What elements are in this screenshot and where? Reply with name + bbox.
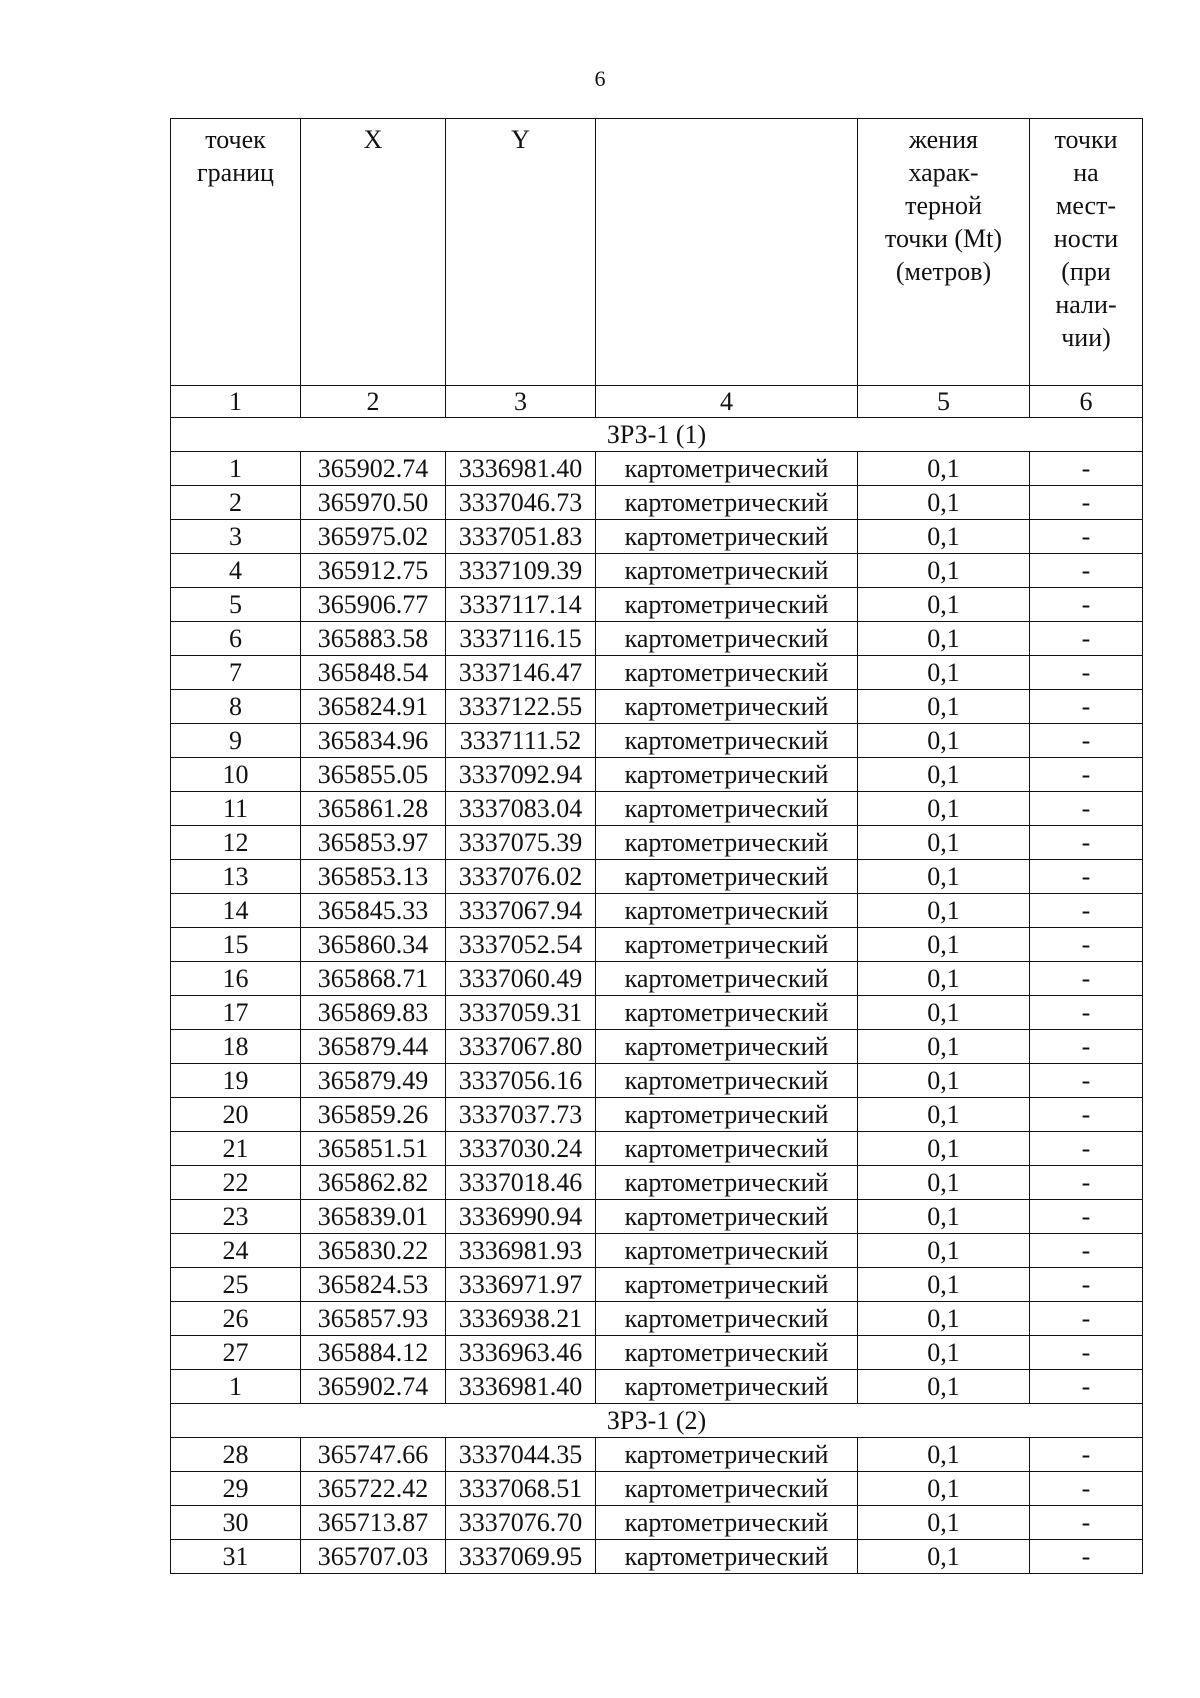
y-cell: 3336963.46 [446, 1336, 596, 1370]
method-cell: картометрический [596, 1132, 858, 1166]
column-number: 5 [858, 386, 1030, 418]
marking-cell: - [1030, 826, 1143, 860]
x-cell: 365707.03 [301, 1540, 446, 1574]
marking-cell: - [1030, 622, 1143, 656]
accuracy-cell: 0,1 [858, 1098, 1030, 1132]
point-number-cell: 13 [171, 860, 301, 894]
y-cell: 3336981.40 [446, 1370, 596, 1404]
marking-cell: - [1030, 452, 1143, 486]
method-cell: картометрический [596, 1200, 858, 1234]
x-cell: 365906.77 [301, 588, 446, 622]
point-number-cell: 1 [171, 1370, 301, 1404]
header-line: Y [511, 125, 530, 154]
header-line: точки (Mt) [884, 224, 1003, 253]
point-number-cell: 15 [171, 928, 301, 962]
accuracy-cell: 0,1 [858, 894, 1030, 928]
accuracy-cell: 0,1 [858, 758, 1030, 792]
y-cell: 3336971.97 [446, 1268, 596, 1302]
method-cell: картометрический [596, 1234, 858, 1268]
header-cell-y [446, 119, 596, 386]
header-line: (при [1061, 257, 1111, 286]
table-row [171, 1302, 1143, 1336]
method-cell: картометрический [596, 452, 858, 486]
method-cell: картометрический [596, 792, 858, 826]
accuracy-cell: 0,1 [858, 1234, 1030, 1268]
x-cell: 365884.12 [301, 1336, 446, 1370]
method-cell: картометрический [596, 1370, 858, 1404]
point-number-cell: 21 [171, 1132, 301, 1166]
point-number-cell: 14 [171, 894, 301, 928]
point-number-cell: 18 [171, 1030, 301, 1064]
marking-cell: - [1030, 860, 1143, 894]
header-cell-method [596, 119, 858, 386]
x-cell: 365855.05 [301, 758, 446, 792]
marking-cell: - [1030, 1234, 1143, 1268]
header-cell-x [301, 119, 446, 386]
x-cell: 365747.66 [301, 1438, 446, 1472]
accuracy-cell: 0,1 [858, 1438, 1030, 1472]
table-row [171, 826, 1143, 860]
method-cell: картометрический [596, 962, 858, 996]
y-cell: 3337018.46 [446, 1166, 596, 1200]
y-cell: 3337059.31 [446, 996, 596, 1030]
accuracy-cell: 0,1 [858, 520, 1030, 554]
marking-cell: - [1030, 928, 1143, 962]
marking-cell: - [1030, 588, 1143, 622]
method-cell: картометрический [596, 1506, 858, 1540]
x-cell: 365713.87 [301, 1506, 446, 1540]
x-cell: 365851.51 [301, 1132, 446, 1166]
y-cell: 3337044.35 [446, 1438, 596, 1472]
table-row [171, 996, 1143, 1030]
marking-cell: - [1030, 1030, 1143, 1064]
x-cell: 365902.74 [301, 452, 446, 486]
accuracy-cell: 0,1 [858, 588, 1030, 622]
x-cell: 365902.74 [301, 1370, 446, 1404]
point-number-cell: 4 [171, 554, 301, 588]
method-cell: картометрический [596, 1336, 858, 1370]
section-title: ЗРЗ-1 (2) [171, 1404, 1143, 1438]
y-cell: 3337052.54 [446, 928, 596, 962]
coordinates-table [170, 118, 1143, 1574]
x-cell: 365859.26 [301, 1098, 446, 1132]
point-number-cell: 31 [171, 1540, 301, 1574]
method-cell: картометрический [596, 690, 858, 724]
header-line: нали- [1055, 290, 1117, 319]
x-cell: 365869.83 [301, 996, 446, 1030]
y-cell: 3336981.40 [446, 452, 596, 486]
header-cell-point-number [171, 119, 301, 386]
table-row [171, 1370, 1143, 1404]
column-number: 1 [171, 386, 301, 418]
y-cell: 3337046.73 [446, 486, 596, 520]
header-line: чии) [1061, 323, 1111, 352]
point-number-cell: 29 [171, 1472, 301, 1506]
y-cell: 3337067.80 [446, 1030, 596, 1064]
table-row [171, 486, 1143, 520]
method-cell: картометрический [596, 486, 858, 520]
x-cell: 365722.42 [301, 1472, 446, 1506]
method-cell: картометрический [596, 996, 858, 1030]
table-row [171, 1336, 1143, 1370]
table-row [171, 1438, 1143, 1472]
accuracy-cell: 0,1 [858, 1064, 1030, 1098]
accuracy-cell: 0,1 [858, 1268, 1030, 1302]
y-cell: 3336938.21 [446, 1302, 596, 1336]
column-number: 4 [596, 386, 858, 418]
header-line: X [363, 125, 383, 154]
header-line: жения [909, 125, 978, 154]
accuracy-cell: 0,1 [858, 622, 1030, 656]
header-line: ности [1053, 224, 1119, 253]
table-row [171, 554, 1143, 588]
accuracy-cell: 0,1 [858, 656, 1030, 690]
marking-cell: - [1030, 792, 1143, 826]
accuracy-cell: 0,1 [858, 1472, 1030, 1506]
table-row [171, 1268, 1143, 1302]
column-number-row [171, 386, 1143, 418]
table-row [171, 1540, 1143, 1574]
point-number-cell: 5 [171, 588, 301, 622]
marking-cell: - [1030, 1166, 1143, 1200]
method-cell: картометрический [596, 1030, 858, 1064]
accuracy-cell: 0,1 [858, 486, 1030, 520]
accuracy-cell: 0,1 [858, 996, 1030, 1030]
table-row [171, 894, 1143, 928]
header-line: мест- [1055, 191, 1117, 220]
y-cell: 3337075.39 [446, 826, 596, 860]
x-cell: 365845.33 [301, 894, 446, 928]
accuracy-cell: 0,1 [858, 792, 1030, 826]
point-number-cell: 16 [171, 962, 301, 996]
marking-cell: - [1030, 520, 1143, 554]
table-row [171, 1064, 1143, 1098]
marking-cell: - [1030, 1438, 1143, 1472]
marking-cell: - [1030, 1098, 1143, 1132]
header-cell-accuracy [858, 119, 1030, 386]
point-number-cell: 1 [171, 452, 301, 486]
marking-cell: - [1030, 1540, 1143, 1574]
x-cell: 365970.50 [301, 486, 446, 520]
marking-cell: - [1030, 1370, 1143, 1404]
accuracy-cell: 0,1 [858, 452, 1030, 486]
header-line: терной [905, 191, 982, 220]
header-row [171, 119, 1143, 386]
marking-cell: - [1030, 724, 1143, 758]
method-cell: картометрический [596, 1472, 858, 1506]
x-cell: 365912.75 [301, 554, 446, 588]
table-row [171, 724, 1143, 758]
table-row [171, 1030, 1143, 1064]
header-cell-marking [1030, 119, 1143, 386]
y-cell: 3337122.55 [446, 690, 596, 724]
y-cell: 3337037.73 [446, 1098, 596, 1132]
y-cell: 3336981.93 [446, 1234, 596, 1268]
x-cell: 365862.82 [301, 1166, 446, 1200]
marking-cell: - [1030, 758, 1143, 792]
header-line: на [1073, 158, 1099, 187]
x-cell: 365824.91 [301, 690, 446, 724]
header-line: харак- [908, 158, 979, 187]
x-cell: 365861.28 [301, 792, 446, 826]
point-number-cell: 6 [171, 622, 301, 656]
table-row [171, 1166, 1143, 1200]
accuracy-cell: 0,1 [858, 962, 1030, 996]
point-number-cell: 24 [171, 1234, 301, 1268]
y-cell: 3337083.04 [446, 792, 596, 826]
point-number-cell: 19 [171, 1064, 301, 1098]
marking-cell: - [1030, 1132, 1143, 1166]
point-number-cell: 25 [171, 1268, 301, 1302]
method-cell: картометрический [596, 622, 858, 656]
method-cell: картометрический [596, 1098, 858, 1132]
accuracy-cell: 0,1 [858, 1166, 1030, 1200]
accuracy-cell: 0,1 [858, 724, 1030, 758]
x-cell: 365853.97 [301, 826, 446, 860]
marking-cell: - [1030, 894, 1143, 928]
point-number-cell: 22 [171, 1166, 301, 1200]
y-cell: 3337146.47 [446, 656, 596, 690]
accuracy-cell: 0,1 [858, 1370, 1030, 1404]
x-cell: 365834.96 [301, 724, 446, 758]
x-cell: 365848.54 [301, 656, 446, 690]
table-row [171, 1506, 1143, 1540]
marking-cell: - [1030, 1336, 1143, 1370]
point-number-cell: 27 [171, 1336, 301, 1370]
method-cell: картометрический [596, 554, 858, 588]
header-line: (метров) [895, 257, 992, 286]
y-cell: 3337051.83 [446, 520, 596, 554]
y-cell: 3337076.02 [446, 860, 596, 894]
point-number-cell: 11 [171, 792, 301, 826]
marking-cell: - [1030, 1302, 1143, 1336]
y-cell: 3337067.94 [446, 894, 596, 928]
accuracy-cell: 0,1 [858, 928, 1030, 962]
x-cell: 365830.22 [301, 1234, 446, 1268]
y-cell: 3337111.52 [446, 724, 596, 758]
method-cell: картометрический [596, 588, 858, 622]
section-title: ЗРЗ-1 (1) [171, 418, 1143, 452]
point-number-cell: 26 [171, 1302, 301, 1336]
point-number-cell: 30 [171, 1506, 301, 1540]
table-row [171, 622, 1143, 656]
x-cell: 365868.71 [301, 962, 446, 996]
table-row [171, 928, 1143, 962]
method-cell: картометрический [596, 1166, 858, 1200]
method-cell: картометрический [596, 1302, 858, 1336]
marking-cell: - [1030, 1064, 1143, 1098]
marking-cell: - [1030, 1506, 1143, 1540]
y-cell: 3337109.39 [446, 554, 596, 588]
marking-cell: - [1030, 1472, 1143, 1506]
accuracy-cell: 0,1 [858, 860, 1030, 894]
table-row [171, 1200, 1143, 1234]
y-cell: 3336990.94 [446, 1200, 596, 1234]
x-cell: 365975.02 [301, 520, 446, 554]
x-cell: 365853.13 [301, 860, 446, 894]
table-row [171, 588, 1143, 622]
x-cell: 365883.58 [301, 622, 446, 656]
accuracy-cell: 0,1 [858, 1200, 1030, 1234]
method-cell: картометрический [596, 928, 858, 962]
table-row [171, 758, 1143, 792]
method-cell: картометрический [596, 1268, 858, 1302]
y-cell: 3337069.95 [446, 1540, 596, 1574]
method-cell: картометрический [596, 1438, 858, 1472]
x-cell: 365879.49 [301, 1064, 446, 1098]
page-number: 6 [594, 66, 606, 91]
table-row [171, 1472, 1143, 1506]
y-cell: 3337117.14 [446, 588, 596, 622]
table-row [171, 656, 1143, 690]
x-cell: 365879.44 [301, 1030, 446, 1064]
marking-cell: - [1030, 486, 1143, 520]
point-number-cell: 2 [171, 486, 301, 520]
table-row [171, 1132, 1143, 1166]
marking-cell: - [1030, 554, 1143, 588]
method-cell: картометрический [596, 894, 858, 928]
table-row [171, 860, 1143, 894]
table-row [171, 792, 1143, 826]
accuracy-cell: 0,1 [858, 826, 1030, 860]
y-cell: 3337092.94 [446, 758, 596, 792]
point-number-cell: 3 [171, 520, 301, 554]
table-row [171, 690, 1143, 724]
x-cell: 365860.34 [301, 928, 446, 962]
section-row [171, 418, 1143, 452]
point-number-cell: 8 [171, 690, 301, 724]
accuracy-cell: 0,1 [858, 1302, 1030, 1336]
table-body [171, 119, 1143, 1574]
accuracy-cell: 0,1 [858, 1030, 1030, 1064]
header-line: границ [197, 158, 274, 187]
y-cell: 3337076.70 [446, 1506, 596, 1540]
accuracy-cell: 0,1 [858, 1506, 1030, 1540]
table-row [171, 1098, 1143, 1132]
point-number-cell: 7 [171, 656, 301, 690]
x-cell: 365857.93 [301, 1302, 446, 1336]
method-cell: картометрический [596, 1540, 858, 1574]
method-cell: картометрический [596, 826, 858, 860]
table-row [171, 1234, 1143, 1268]
point-number-cell: 12 [171, 826, 301, 860]
method-cell: картометрический [596, 520, 858, 554]
header-line: точки [1054, 125, 1118, 154]
point-number-cell: 28 [171, 1438, 301, 1472]
point-number-cell: 9 [171, 724, 301, 758]
accuracy-cell: 0,1 [858, 1336, 1030, 1370]
header-line: точек [205, 125, 266, 154]
point-number-cell: 23 [171, 1200, 301, 1234]
marking-cell: - [1030, 656, 1143, 690]
accuracy-cell: 0,1 [858, 554, 1030, 588]
y-cell: 3337068.51 [446, 1472, 596, 1506]
section-row [171, 1404, 1143, 1438]
point-number-cell: 10 [171, 758, 301, 792]
marking-cell: - [1030, 1200, 1143, 1234]
table-row [171, 962, 1143, 996]
y-cell: 3337030.24 [446, 1132, 596, 1166]
column-number: 2 [301, 386, 446, 418]
x-cell: 365824.53 [301, 1268, 446, 1302]
accuracy-cell: 0,1 [858, 690, 1030, 724]
y-cell: 3337116.15 [446, 622, 596, 656]
marking-cell: - [1030, 690, 1143, 724]
point-number-cell: 20 [171, 1098, 301, 1132]
marking-cell: - [1030, 996, 1143, 1030]
column-number: 6 [1030, 386, 1143, 418]
marking-cell: - [1030, 962, 1143, 996]
table-row [171, 520, 1143, 554]
method-cell: картометрический [596, 860, 858, 894]
y-cell: 3337060.49 [446, 962, 596, 996]
column-number: 3 [446, 386, 596, 418]
method-cell: картометрический [596, 724, 858, 758]
accuracy-cell: 0,1 [858, 1132, 1030, 1166]
method-cell: картометрический [596, 656, 858, 690]
point-number-cell: 17 [171, 996, 301, 1030]
method-cell: картометрический [596, 758, 858, 792]
accuracy-cell: 0,1 [858, 1540, 1030, 1574]
x-cell: 365839.01 [301, 1200, 446, 1234]
y-cell: 3337056.16 [446, 1064, 596, 1098]
method-cell: картометрический [596, 1064, 858, 1098]
marking-cell: - [1030, 1268, 1143, 1302]
table-row [171, 452, 1143, 486]
